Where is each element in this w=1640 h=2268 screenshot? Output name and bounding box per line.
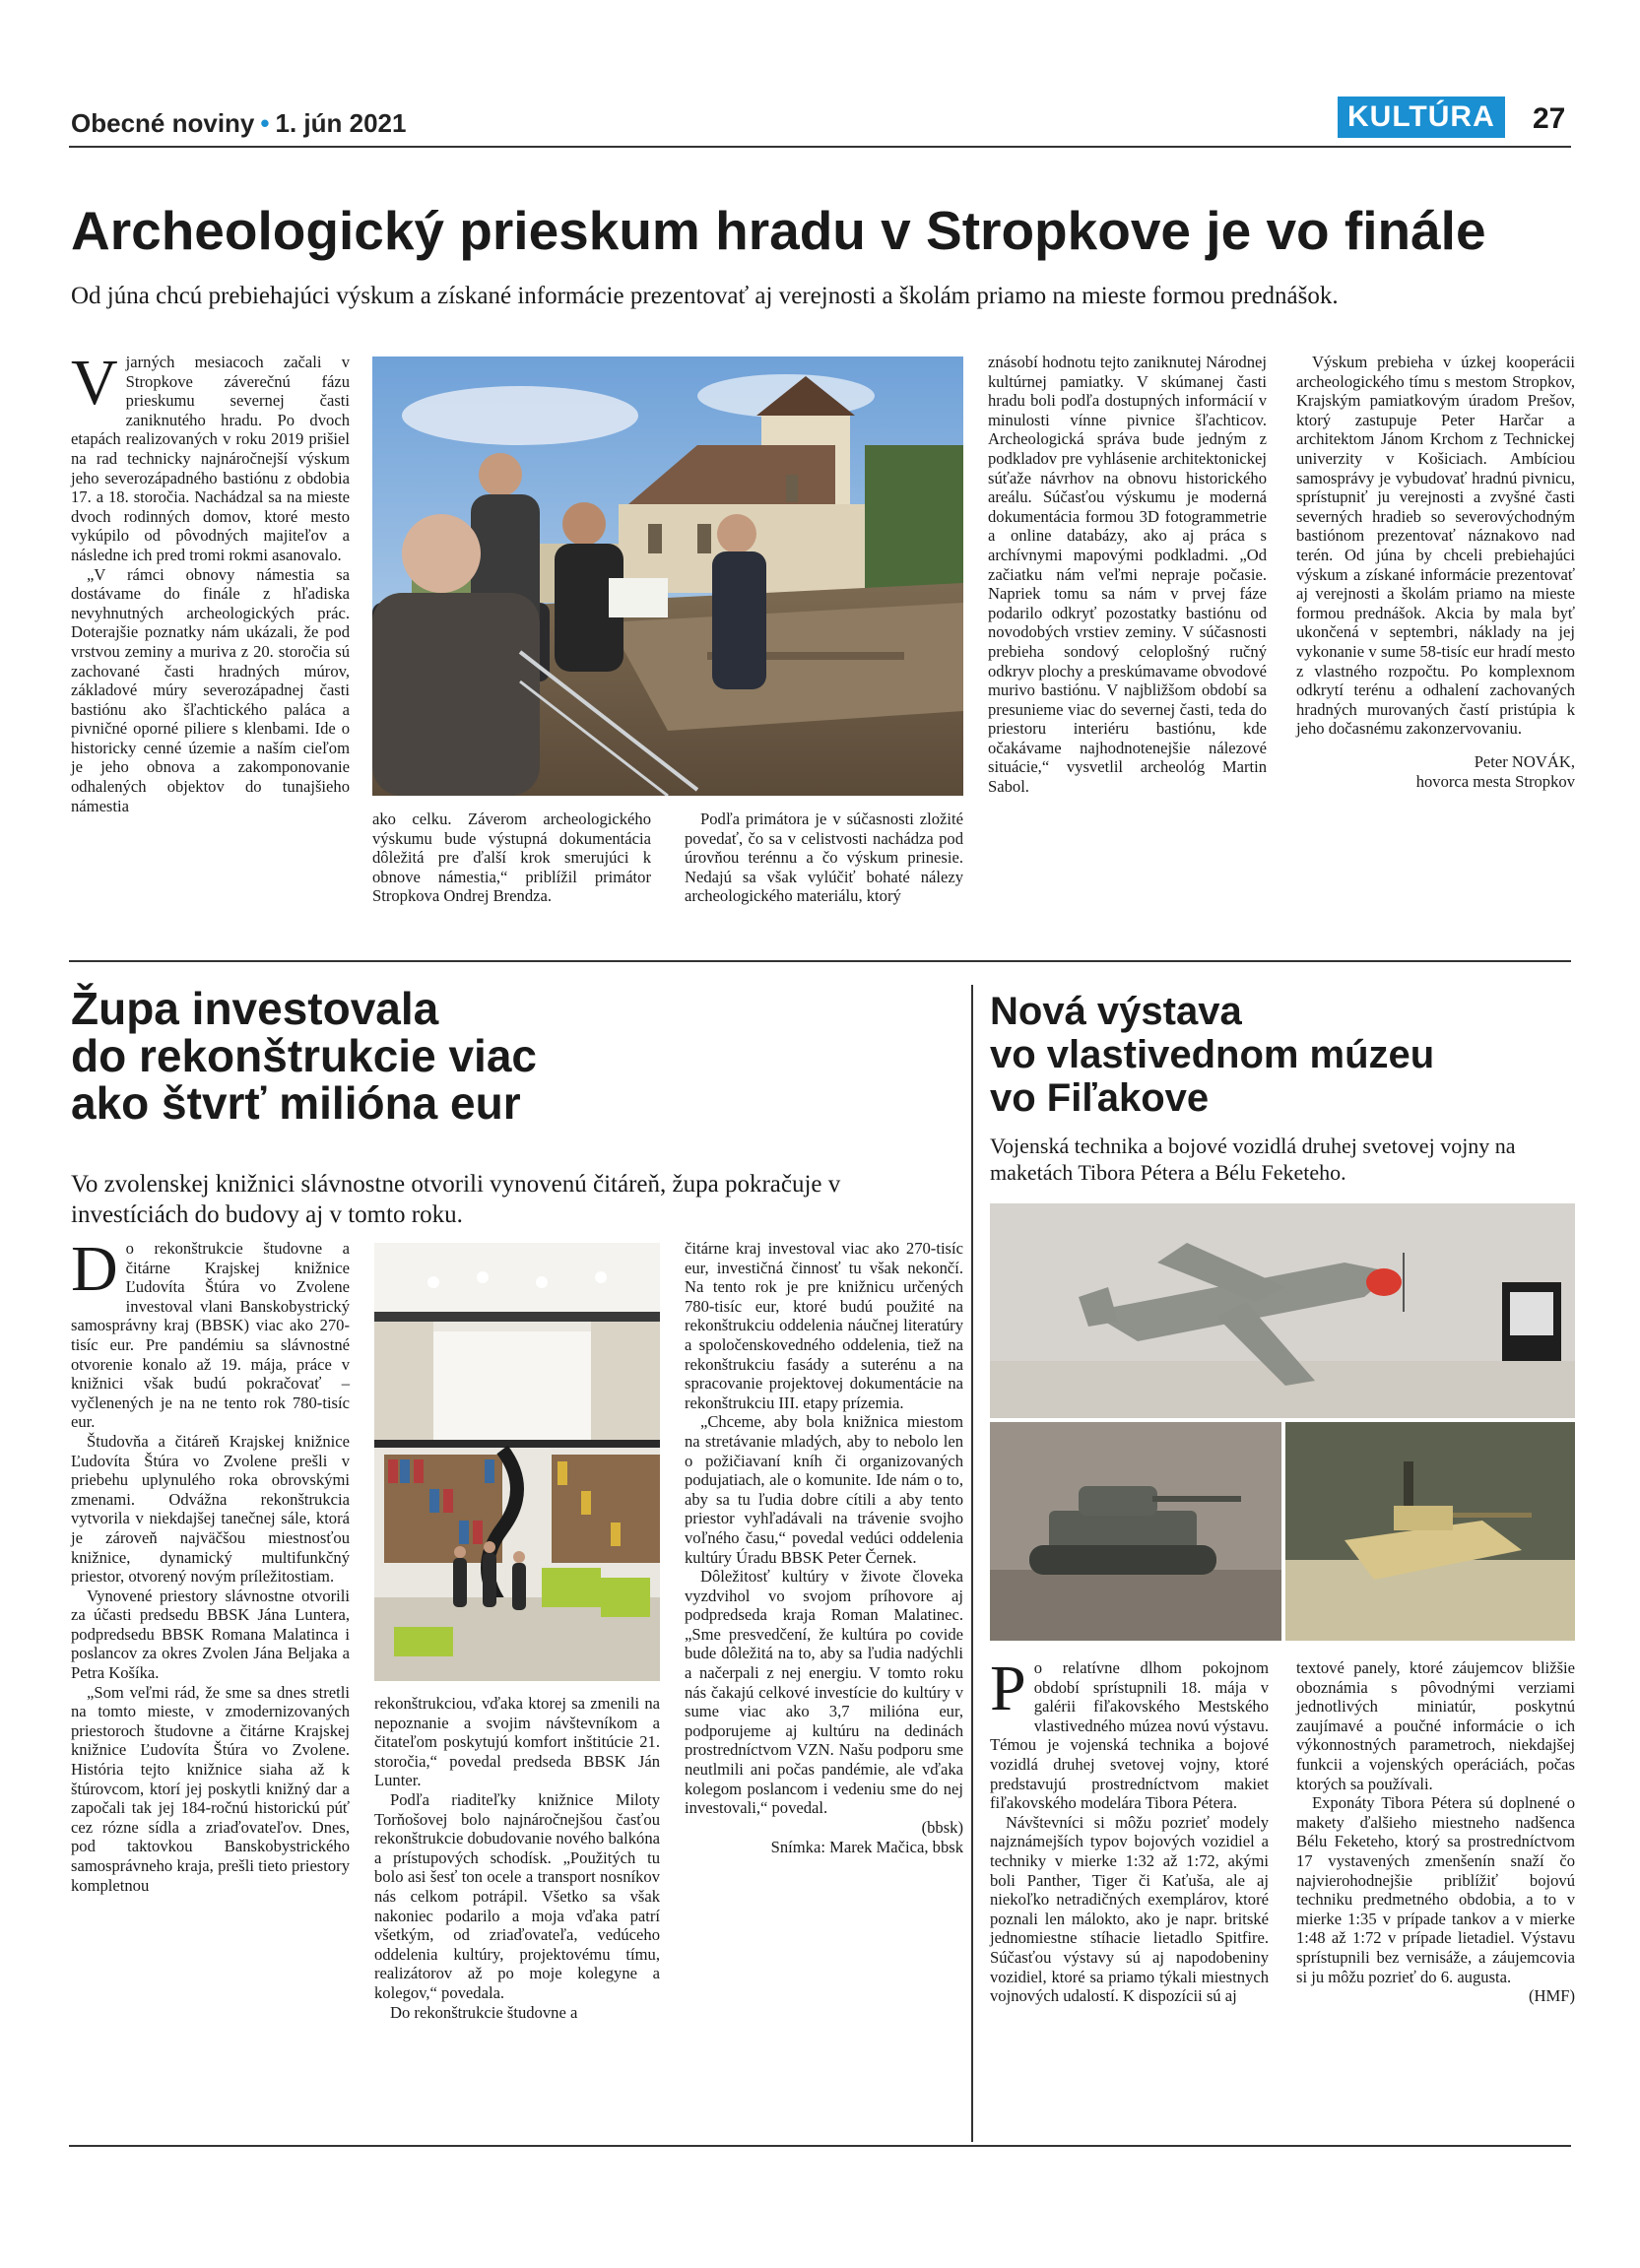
- article3-title: Nová výstava vo vlastivednom múzeu vo Fiľakove: [990, 990, 1435, 1120]
- article1-column-3: Podľa primátora je v súčasnosti zložité povedať, čo sa v celistvosti nachádza pod úrovňou terénnu a čo výskum prinesie. Nedajú sa však vylúčiť bohaté nálezy archeologického materiálu, ktorý: [685, 810, 963, 906]
- article2-title: Župa investovala do rekonštrukcie viac ako štvrť milióna eur: [71, 983, 537, 1129]
- article3-lead: Vojenská technika a bojové vozidlá druhej svetovej vojny na maketách Tibora Pétera a Bélu Feketeho.: [990, 1134, 1516, 1185]
- article3-column-2: textové panely, ktoré záujemcov bližšie oboznámia s pôvodnými verziami jednotlivých miniatúr, poskytnú zaujímavé a poučné informácie o ich výkonnostných parametroch, niekdajšej funkcii a vojenských operáciách, počas ktorých sa používali. Exponáty Tibora Pétera sú doplnené o makety ďalšieho miestneho nadšenca Bélu Feketeho, ktorý sa prostredníctvom 17 vystavených zmenšenín snaží čo najvierohodnejšie priblížiť bojovú techniku predmetného obdobia, a to v mierke 1:35 v prípade tankov a v mierke 1:48 až 1:72 v prípade lietadiel. Výstavu sprístupnili bez vernisáže, a záujemcovia si ju môžu pozrieť do 6. augusta. (HMF): [1296, 1658, 1575, 2006]
- article1-column-2: ako celku. Záverom archeologického výskumu bude výstupná dokumentácia dôležitá pre ďalší krok smerujúci k obnove námestia,“ priblížil primátor Stropkova Ondrej Brendza.: [372, 810, 651, 906]
- airplane-model-photo: [990, 1203, 1575, 1418]
- article1-column-4: znásobí hodnotu tejto zaniknutej Národnej kultúrnej pamiatky. V skúmanej časti hradu boli podľa dostupných informácií v minulosti vínne pivnice šľachticov. Archeologická správa bude jedným z podkladov pre vyhlásenie architektonickej súťaže návrhov na obnovu historického areálu. Súčasťou výskumu je moderná dokumentácia formou 3D fotogrammetrie a online databázy, ako aj práca s archívnymi mapovými podkladmi. „Od začiatku nám veľmi nepraje počasie. Napriek tomu sa nám v prvej fáze podarilo odkryť pozostatky bastiónu od novodobých vrstiev zeminy. V súčasnosti prebieha sondový celoplošný ručný odkryv plochy a preskúmavame obvodové murivo bastiónu. V najbližšom období sa presunieme viac do severnej časti, teda do priestoru interiéru bastiónu, kde očakávame najhodnotenejšie nálezové situácie,“ vysvetlil archeológ Martin Sabol.: [988, 353, 1267, 797]
- article1-column-1: Vjarných mesiacoch začali v Stropkove záverečnú fázu prieskumu severnej časti zaniknutého hradu. Po dvoch etapách realizovaných v roku 2019 prišiel na rad technicky najnáročnejší výskum jeho severozápadného bastiónu z obdobia 17. a 18. storočia. Nachádzal sa na mieste dvoch rodinných domov, ktoré mesto vykúpilo od pôvodných majiteľov a následne ich pred tromi rokmi asanovalo. „V rámci obnovy námestia sa dostávame do finále z hľadiska nevyhnutných archeologických prác. Doterajšie poznatky nám ukázali, že pod vrstvou zeminy a muriva z 20. storočia sú zachované časti hradných múrov, základové múry severozápadnej časti bastiónu ako šľachtického paláca a pivničné oporné piliere s klenbami. Ide o historicky cenné územie a naším cieľom je jeho obnova a zakomponovanie odhalených objektov do tunajšieho námestia: [71, 347, 350, 815]
- separator-dot: •: [260, 108, 270, 138]
- footer-rule: [69, 2145, 1571, 2147]
- article1-title: Archeologický prieskum hradu v Stropkove je vo finále: [71, 200, 1486, 261]
- article2-lead: Vo zvolenskej knižnici slávnostne otvorili vynovenú čitáreň, župa pokračuje v investíciách do budovy aj v tomto roku.: [71, 1171, 841, 1228]
- column-divider: [971, 985, 973, 2142]
- article2-signature: (bbsk): [921, 1817, 963, 1837]
- photo-credit: Snímka: Marek Mačica, bbsk: [770, 1837, 963, 1856]
- article1-signature: Peter NOVÁK, hovorca mesta Stropkov: [1415, 751, 1575, 791]
- drop-cap: V: [71, 347, 118, 419]
- issue-date: 1. jún 2021: [275, 108, 407, 138]
- article2-column-2: rekonštrukciou, vďaka ktorej sa zmenili na nepoznanie a svojim návštevníkom a čitateľom poskytujú komfort inštitúcie 21. storočia,“ povedal predseda BBSK Ján Lunter. Podľa riaditeľky knižnice Miloty Torňošovej bolo najnáročnejšou časťou rekonštrukcie dobudovanie nového balkóna a prístupových schodísk. „Použitých tu bolo asi šesť ton ocele a transport nosníkov nás celkom potrápil. Všetko sa však nakoniec podarilo a moja vďaka patrí všetkým, od zriaďovateľa, vedúceho oddelenia kultúry, projektovému tímu, realizátorov až po moje kolegyne a kolegov,“ povedala. Do rekonštrukcie študovne a: [374, 1694, 660, 2022]
- article3-column-1: Po relatívne dlhom pokojnom období sprístupnili 18. mája v galérii fiľakovského Mestského vlastivedného múzea novú výstavu. Témou je vojenská technika a bojové vozidlá druhej svetovej vojny, ktoré predstavujú prostredníctvom makiet fiľakovského modelára Tibora Pétera. Návštevníci si môžu pozrieť modely najznámejších typov bojových vozidiel a techniky v mierke 1:32 až 1:72, akými boli Panther, Tiger či Kaťuša, ale aj niekoľko netradičných exemplárov, ktoré poznali len málokto, ako je napr. britské jednomiestne stíhacie lietadlo Spitfire. Súčasťou výstavy sú aj napodobeniny vozidiel, ktoré sa priamo týkali miestnych vojnových udalostí. K dispozícii sú aj: [990, 1652, 1269, 2006]
- excavation-photo: [372, 356, 963, 796]
- article1-column-5: Výskum prebieha v úzkej kooperácii archeologického tímu s mestom Stropkov, Krajským pamiatkovým úradom Prešov, ktorý zastupuje Peter Harčar a architektom Jánom Krchom z Technickej univerzity v Košiciach. Ambíciou samosprávy je vybudovať hradnú pivnicu, sprístupniť ju verejnosti a zvyšné časti severných hradieb so severovýchodným bastiónom prezentovať náznakovo nad terén. Od júna by chceli prebiehajúci výskum a získané informácie prezentovať aj verejnosti a školám priamo na mieste formou prednášok. Akcia by mala byť ukončená v septembri, náklady na jej vykonanie v sume 58-tisíc eur hradí mesto z vlastného rozpočtu. Po komplexnom odkrytí terénu a odhalení zachovaných hradných murovaných častí pristúpia k jeho dočasnému zakonzervovaniu. Peter NOVÁK, hovorca mesta Stropkov: [1296, 353, 1575, 791]
- page-number: 27: [1533, 102, 1566, 135]
- tank-model-photo: [990, 1422, 1281, 1641]
- drop-cap: P: [990, 1652, 1026, 1724]
- header-rule: [69, 146, 1571, 148]
- library-photo: [374, 1243, 660, 1681]
- paper-name: Obecné noviny: [71, 108, 255, 138]
- section-divider: [69, 960, 1571, 962]
- article3-signature: (HMF): [1528, 1986, 1575, 2006]
- desert-tank-model-photo: [1285, 1422, 1575, 1641]
- drop-cap: D: [71, 1233, 118, 1305]
- article2-column-3: čitárne kraj investoval viac ako 270-tisíc eur, investičná činnosť tu však nekončí. Na tento rok je pre knižnicu určených 780-tisíc eur, ktoré budú použité na rekonštrukciu oddelenia náučnej literatúry a spoločenskovedného oddelenia, tiež na rekonštrukciu fasády a suterénu a na spracovanie projektovej dokumentácie na rekonštrukciu III. etapy prízemia. „Chceme, aby bola knižnica miestom na stretávanie mladých, aby to nebolo len o požičiavaní kníh či organizovaných podujatiach, ale o komunite. Ide nám o to, aby sa tu ľudia dobre cítili a aby tento priestor vyhľadávali na trávenie svojho voľného času,“ povedal vedúci oddelenia kultúry Úradu BBSK Peter Černek. Dôležitosť kultúry v živote človeka vyzdvihol vo svojom príhovore aj podpredseda kraja Roman Malatinec. „Sme presvedčení, že kultúra po covide bude dôležitá na to, aby sa ľudia nadýchli a načerpali z nej energiu. V tomto roku nás čakajú celkové investície do kultúry v sume viac ako 3,7 milióna eur, podporujeme aj kultúru na dedinách prostredníctvom VZN. Našu podporu sme neutlmili ani počas pandémie, ale vďaka kolegom poslancom i vedeniu sme do nej investovali,“ povedal. (bbsk) Snímka: Marek Mačica, bbsk: [685, 1239, 963, 1856]
- masthead: [71, 108, 406, 139]
- article2-column-1: Do rekonštrukcie študovne a čitárne Krajskej knižnice Ľudovíta Štúra vo Zvolene investoval vlani Banskobystrický samosprávny kraj (BBSK) viac ako 270-tisíc eur. Pre pandémiu sa slávnostné otvorenie konalo až 19. mája, práce v knižnici však budú pokračovať – vyčlenených je na ne tento rok 780-tisíc eur. Študovňa a čitáreň Krajskej knižnice Ľudovíta Štúra vo Zvolene prešli v priebehu uplynulého roka obrovskými zmenami. Odvážna rekonštrukcia vytvorila v niekdajšej tanečnej sále, ktorá je zároveň najväčšou miestnosťou knižnice, dynamický multifunkčný priestor, otvorený novým príležitostiam. Vynovené priestory slávnostne otvorili za účasti predsedu BBSK Jána Luntera, podpredsedu BBSK Romana Malatinca i poslancov za okres Zvolen Jána Beljaka a Petra Košíka. „Som veľmi rád, že sme sa dnes stretli na tomto mieste, v zmodernizovaných priestoroch študovne a čitárne Krajskej knižnice Ľudovíta Štúra vo Zvolene. História tejto knižnice siaha až k štúrovcom, ktorí jej poskytli knižný dar a započali tak jej 184-ročnú historickú púť cez rózne sídla a zriaďovateľov. Dnes, pod taktovkou Banskobystrického samosprávneho kraja, prešli tieto priestory kompletnou: [71, 1233, 350, 1895]
- article1-lead: Od júna chcú prebiehajúci výskum a získané informácie prezentovať aj verejnosti a školám priamo na mieste formou prednášok.: [71, 283, 1339, 309]
- section-label: KULTÚRA: [1338, 97, 1505, 138]
